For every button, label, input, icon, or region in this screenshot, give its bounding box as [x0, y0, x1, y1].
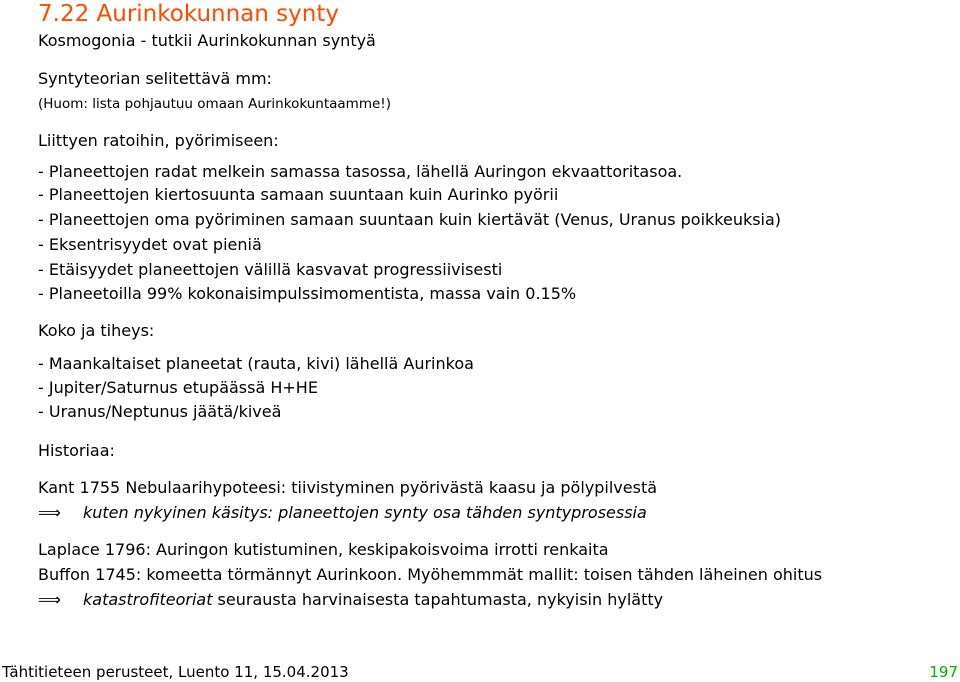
implies-arrow-icon: ⟹	[38, 503, 61, 522]
list-item: - Etäisyydet planeettojen välillä kasvavat progressiivisesti	[38, 260, 503, 279]
slide-subtitle: Kosmogonia - tutkii Aurinkokunnan syntyä	[38, 31, 376, 50]
history-laplace: Laplace 1796: Auringon kutistuminen, keskipakoisvoima irrotti renkaita	[38, 540, 609, 559]
list-item: - Planeettojen kiertosuunta samaan suuntaan kuin Aurinko pyörii	[38, 185, 559, 204]
section-heading-explained: Syntyteorian selitettävä mm:	[38, 69, 272, 88]
list-item: - Planeettojen oma pyöriminen samaan suuntaan kuin kiertävät (Venus, Uranus poikkeuksia)	[38, 210, 782, 229]
list-item: - Planeetoilla 99% kokonaisimpulssimomentista, massa vain 0.15%	[38, 284, 577, 303]
slide-title: 7.22 Aurinkokunnan synty	[38, 1, 339, 27]
section-heading-size: Koko ja tiheys:	[38, 321, 155, 340]
buffon-conclusion-term: katastrofiteoriat	[83, 590, 213, 609]
buffon-conclusion-text: seurausta harvinaisesta tapahtumasta, nykyisin hylätty	[212, 590, 664, 609]
buffon-conclusion-line	[38, 590, 663, 610]
section-heading-orbits: Liittyen ratoihin, pyörimiseen:	[38, 131, 279, 150]
kant-conclusion-line	[38, 503, 647, 523]
history-buffon: Buffon 1745: komeetta törmännyt Aurinkoon. Myöhemmmät mallit: toisen tähden läheinen ohitus	[38, 565, 823, 584]
history-kant: Kant 1755 Nebulaarihypoteesi: tiivistyminen pyörivästä kaasu ja pölypilvestä	[38, 478, 658, 497]
footer-course-info: Tähtitieteen perusteet, Luento 11, 15.04.2013	[2, 663, 349, 681]
list-item: - Jupiter/Saturnus etupäässä H+HE	[38, 378, 318, 397]
list-item: - Maankaltaiset planeetat (rauta, kivi) lähellä Aurinkoa	[38, 354, 474, 373]
section-note: (Huom: lista pohjautuu omaan Aurinkokuntaamme!)	[38, 96, 391, 112]
kant-conclusion: kuten nykyinen käsitys: planeettojen synty osa tähden syntyprosessia	[83, 503, 647, 522]
page-number: 197	[929, 663, 958, 681]
section-heading-history: Historiaa:	[38, 441, 115, 460]
implies-arrow-icon: ⟹	[38, 590, 61, 609]
list-item: - Planeettojen radat melkein samassa tasossa, lähellä Auringon ekvaattoritasoa.	[38, 162, 683, 181]
list-item: - Uranus/Neptunus jäätä/kiveä	[38, 402, 282, 421]
list-item: - Eksentrisyydet ovat pieniä	[38, 235, 262, 254]
